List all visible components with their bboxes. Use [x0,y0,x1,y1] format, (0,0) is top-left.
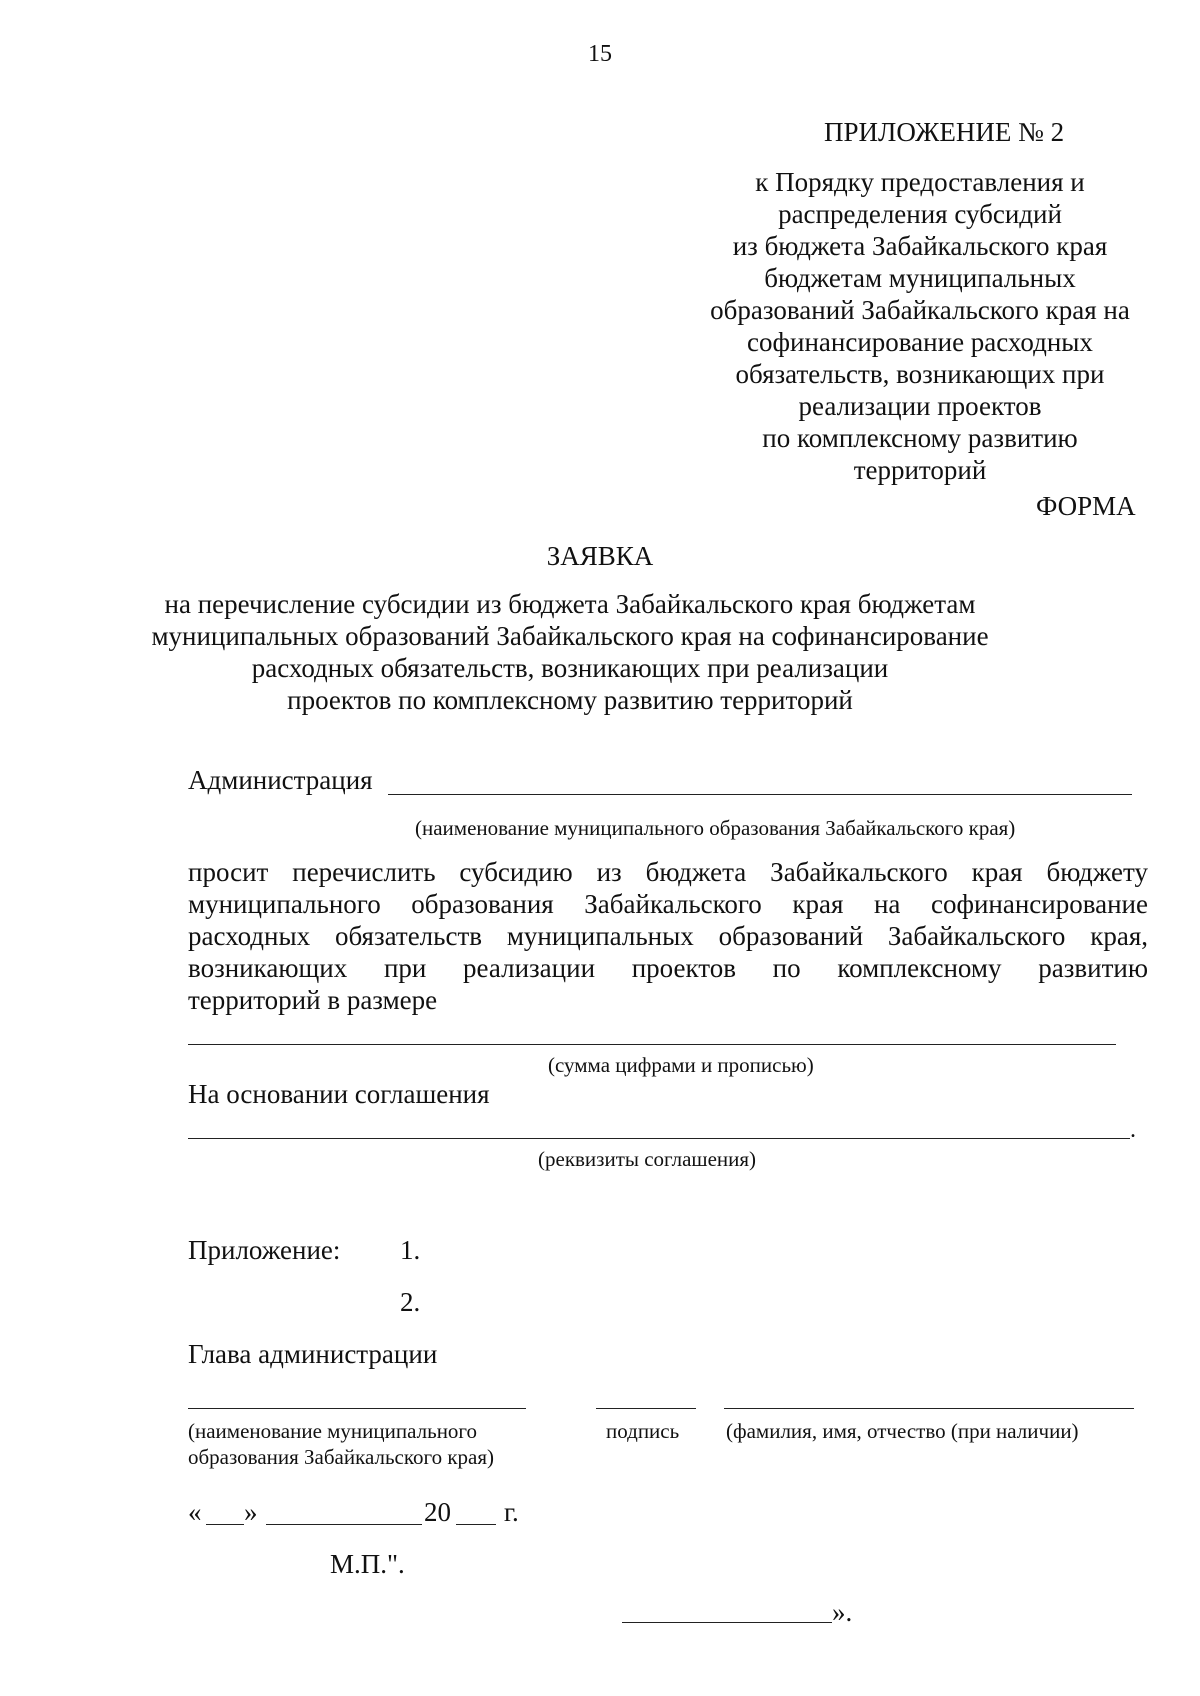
page-number: 15 [588,41,612,67]
closing-mark: ». [832,1597,853,1627]
municipality-hint [188,1418,494,1470]
appendix-subtitle [680,166,1160,486]
agreement-label: На основании соглашения [188,1079,490,1109]
sum-hint: (сумма цифрами и прописью) [548,1053,814,1077]
appendix-subtitle-line: обязательств, возникающих при [735,359,1105,389]
municipality-hint-line: (наименование муниципального [188,1419,478,1443]
doc-title: ЗАЯВКА [546,541,654,571]
appendix-subtitle-line: софинансирование расходных [747,327,1093,357]
appendix-subtitle-line: по комплексному развитию [762,423,1078,453]
municipality-hint-line: образования Забайкальского края) [188,1445,495,1469]
appendix-subtitle-line: распределения субсидий [778,199,1062,229]
agreement-blank-line [188,1138,1130,1139]
appendix-subtitle-line: из бюджета Забайкальского края [732,231,1108,261]
attachment-item: 2. [400,1287,421,1317]
appendix-subtitle-line: к Порядку предоставления и [755,167,1085,197]
date-day-blank-line [206,1524,244,1525]
agreement-hint: (реквизиты соглашения) [538,1147,757,1171]
signature-blank-line [596,1408,696,1409]
body-line: возникающих при реализации проектов по комплексному развитию [188,953,1148,983]
doc-subtitle [120,588,1020,716]
date-year-blank-line [456,1524,496,1525]
body-line: просит перечислить субсидию из бюджета Забайкальского края бюджету [188,857,1148,887]
date-month-blank-line [266,1524,422,1525]
agreement-end: . [1130,1117,1136,1143]
body-line: территорий в размере [188,985,438,1015]
appendix-subtitle-line: бюджетам муниципальных [764,263,1076,293]
administration-blank-line [388,794,1132,795]
doc-subtitle-line: расходных обязательств, возникающих при реализации [251,653,889,683]
appendix-subtitle-line: территорий [853,455,987,485]
doc-subtitle-line: муниципальных образований Забайкальского края на софинансирование [151,621,989,651]
appendix-subtitle-line: реализации проектов [798,391,1042,421]
stamp-label: М.П.". [330,1549,405,1579]
attachment-item: 1. [400,1235,421,1265]
form-label: ФОРМА [1036,491,1136,521]
date-year-prefix: 20 [424,1497,451,1527]
administration-label: Администрация [188,765,373,795]
full-name-hint: (фамилия, имя, отчество (при наличии) [726,1419,1079,1443]
doc-subtitle-line: проектов по комплексному развитию территорий [287,685,853,715]
attachments-label: Приложение: [188,1235,341,1265]
date-close-quote: » [244,1497,258,1527]
date-open-quote: « [188,1497,202,1527]
administration-hint: (наименование муниципального образования Забайкальского края) [415,816,1016,840]
date-year-suffix: г. [504,1497,519,1527]
appendix-subtitle-line: образований Забайкальского края на [710,295,1130,325]
sum-blank-line [188,1044,1116,1045]
closing-blank-line [622,1622,832,1623]
full-name-blank-line [724,1408,1134,1409]
body-line: муниципального образования Забайкальского края на софинансирование [188,889,1148,919]
body-line: расходных обязательств муниципальных образований Забайкальского края, [188,921,1148,951]
municipality-blank-line [188,1408,526,1409]
doc-subtitle-line: на перечисление субсидии из бюджета Забайкальского края бюджетам [164,589,976,619]
appendix-title: ПРИЛОЖЕНИЕ № 2 [824,117,1065,147]
head-label: Глава администрации [188,1339,438,1369]
signature-hint: подпись [606,1419,680,1443]
